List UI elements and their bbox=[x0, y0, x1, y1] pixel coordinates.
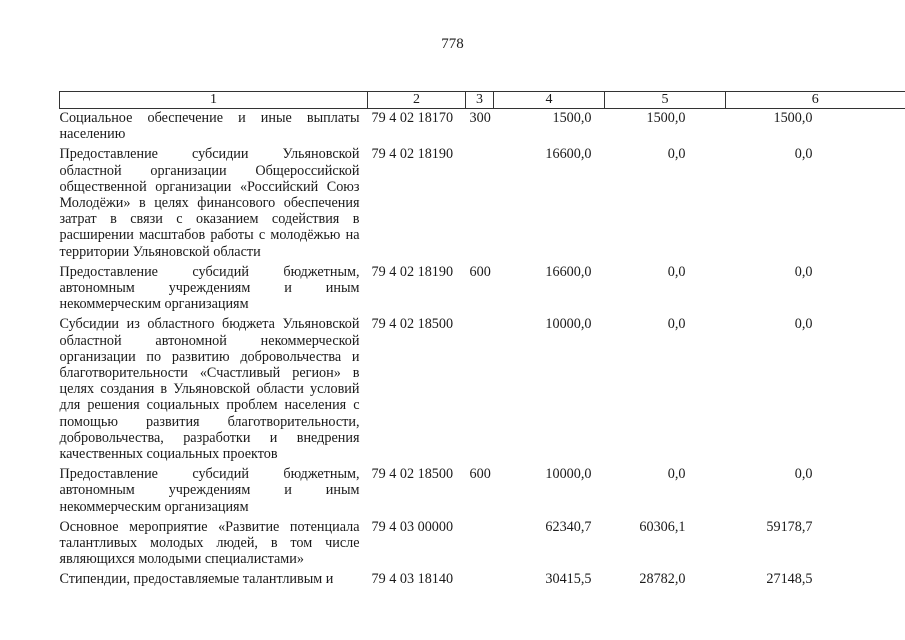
row-expense-type bbox=[466, 146, 494, 263]
table-row bbox=[60, 316, 905, 466]
row-value-6: 59178,7 bbox=[766, 518, 813, 535]
row-value-4: 10000,0 bbox=[545, 466, 592, 483]
row-value-6: 0,0 bbox=[794, 316, 813, 333]
row-code: 79 4 03 00000 bbox=[371, 518, 454, 535]
page-number: 778 bbox=[441, 36, 464, 52]
table-row bbox=[60, 466, 905, 519]
header-col-5: 5 bbox=[605, 92, 726, 109]
row-expense-type bbox=[466, 571, 494, 587]
row-expense-type: 600 bbox=[469, 466, 491, 483]
row-value-4: 16600,0 bbox=[545, 263, 592, 280]
row-code: 79 4 02 18500 bbox=[371, 316, 454, 333]
row-name: Предоставление субсидий бюджетным, автономным учреждениям и иным некоммерческим организациям bbox=[59, 263, 360, 313]
budget-table bbox=[59, 91, 905, 588]
table-row bbox=[60, 571, 905, 587]
table-row bbox=[60, 146, 905, 263]
header-col-1: 1 bbox=[60, 92, 368, 109]
row-value-5: 0,0 bbox=[667, 316, 686, 333]
header-col-4: 4 bbox=[494, 92, 605, 109]
row-value-4: 62340,7 bbox=[545, 518, 592, 535]
row-expense-type bbox=[466, 316, 494, 466]
row-name: Субсидии из областного бюджета Ульяновской областной автономной некоммерческой организации по развитию добровольчества и благотворительности «Счастливый регион» в целях создания в Ульяновской области условий для решения социальных проблем населения с помощью развития благотворительности, добровольчества, разработки и внедрения качественных социальных проектов bbox=[59, 316, 360, 463]
row-code: 79 4 02 18500 bbox=[371, 466, 454, 483]
row-code: 79 4 02 18190 bbox=[371, 263, 454, 280]
row-value-6: 1500,0 bbox=[773, 110, 813, 126]
row-name: Предоставление субсидии Ульяновской областной организации Общероссийской общественной организации «Российский Союз Молодёжи» в целях финансового обеспечения затрат в связи с оказанием содействия в расширении масштабов работы с молодёжью на территории Ульяновской области bbox=[59, 146, 360, 260]
row-code: 79 4 02 18170 bbox=[371, 110, 454, 126]
row-value-5: 1500,0 bbox=[646, 110, 686, 126]
row-value-5: 0,0 bbox=[667, 263, 686, 280]
row-name: Предоставление субсидий бюджетным, автономным учреждениям и иным некоммерческим организациям bbox=[59, 466, 360, 515]
row-name: Социальное обеспечение и иные выплаты населению bbox=[59, 110, 360, 143]
row-value-5: 28782,0 bbox=[639, 571, 686, 588]
row-expense-type bbox=[466, 519, 494, 572]
row-value-5: 0,0 bbox=[667, 466, 686, 483]
row-name: Стипендии, предоставляемые талантливым и bbox=[59, 571, 334, 588]
row-value-4: 30415,5 bbox=[545, 571, 592, 588]
row-value-5: 60306,1 bbox=[639, 518, 686, 535]
row-value-4: 1500,0 bbox=[552, 110, 592, 126]
table-row bbox=[60, 519, 905, 572]
row-value-6: 27148,5 bbox=[766, 571, 813, 588]
row-value-4: 16600,0 bbox=[545, 146, 592, 163]
row-code: 79 4 02 18190 bbox=[371, 146, 454, 163]
row-value-6: 0,0 bbox=[794, 466, 813, 483]
header-col-3: 3 bbox=[466, 92, 494, 109]
row-code: 79 4 03 18140 bbox=[371, 571, 454, 588]
row-expense-type: 600 bbox=[469, 263, 491, 280]
row-name: Основное мероприятие «Развитие потенциала талантливых молодых людей, в том числе являющихся молодыми специалистами» bbox=[59, 518, 360, 568]
table-row bbox=[60, 264, 905, 317]
row-value-6: 0,0 bbox=[794, 263, 813, 280]
header-col-6: 6 bbox=[726, 92, 905, 109]
table-header-row bbox=[60, 92, 905, 109]
header-col-2: 2 bbox=[368, 92, 466, 109]
table-row bbox=[60, 109, 905, 147]
row-value-6: 0,0 bbox=[794, 146, 813, 163]
row-value-5: 0,0 bbox=[667, 146, 686, 163]
row-value-4: 10000,0 bbox=[545, 316, 592, 333]
row-expense-type: 300 bbox=[469, 110, 491, 126]
